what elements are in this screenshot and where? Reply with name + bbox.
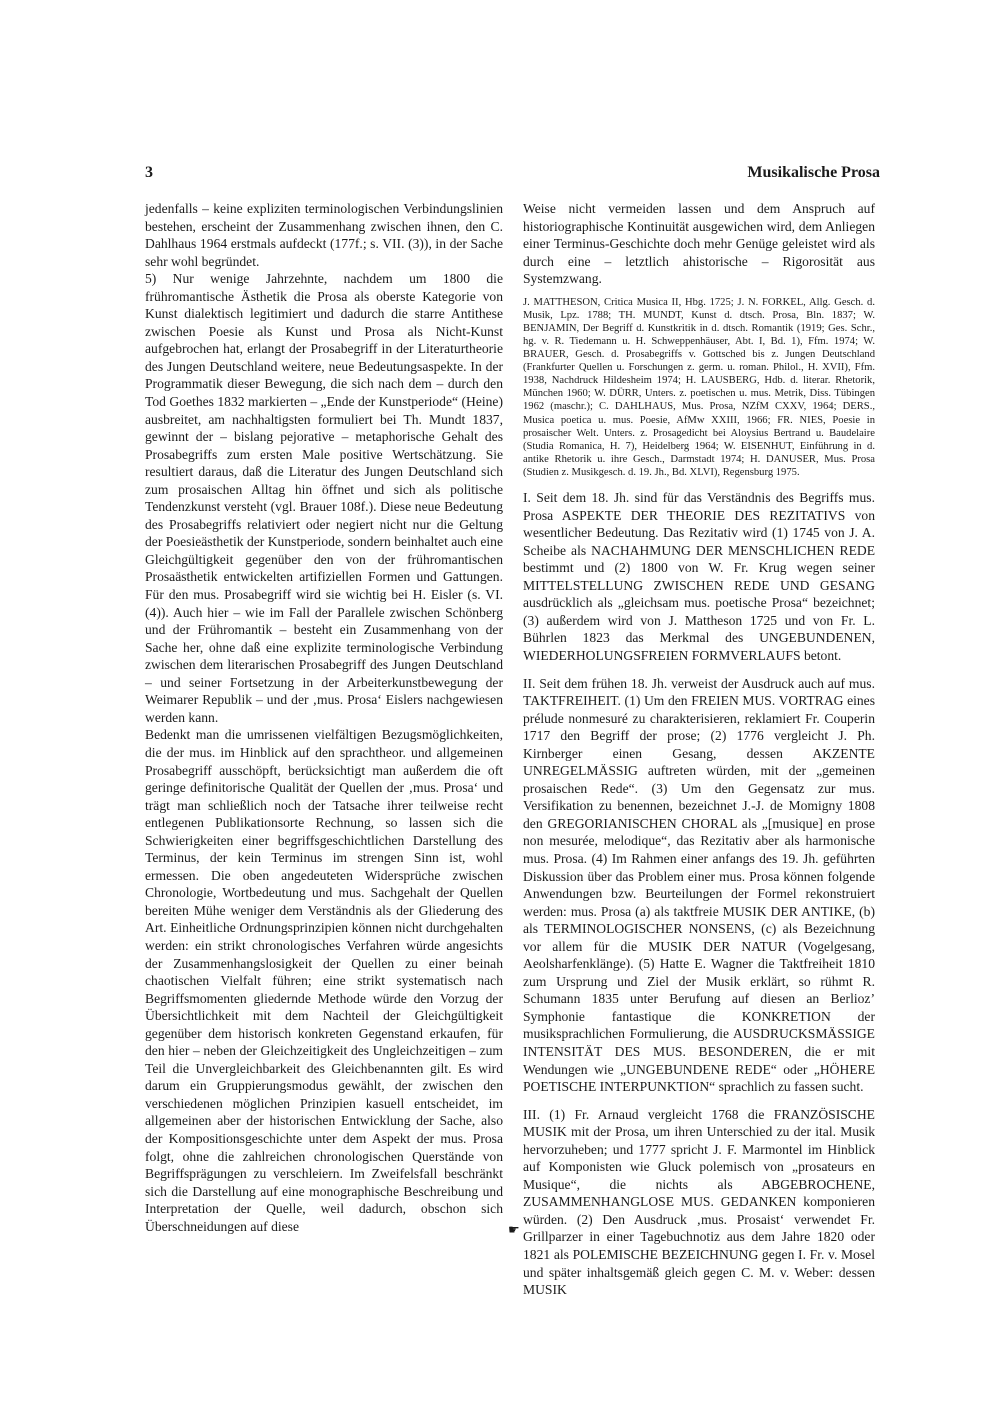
section-I: I. Seit dem 18. Jh. sind für das Verständnis des Begriffs mus. Prosa ASPEKTE DER THEORIE DES REZITATIVS von wesentlicher Bedeutung. Das Rezitativ wird (1) 1745 von J. A. Scheibe als NACHAHMUNG DER MENSCHLICHEN REDE bestimmt und (2) 1800 von W. Fr. Krug wegen seiner MITTELSTELLUNG ZWISCHEN REDE UND GESANG ausdrücklich als „gleichsam mus. poetische Prosa“ bezeichnet; (3) außerdem wird von J. Mattheson 1725 und von Fr. L. Bührlen 1823 das Merkmal des UNGEBUNDENEN, WIEDERHOLUNGSFREIEN FORMVERLAUFS betont. [523, 490, 875, 663]
running-head: Musikalische Prosa [747, 164, 880, 181]
right-column [523, 200, 875, 1299]
bibliography: J. MATTHESON, Critica Musica II, Hbg. 1725; J. N. FORKEL, Allg. Gesch. d. Musik, Lpz. 1788; TH. MUNDT, Kunst d. dtsch. Prosa, Bln. 1837; W. BENJAMIN, Der Begriff d. Kunstkritik in d. dtsch. Romantik (1919; Ges. Schr., hg. v. R. Tiedemann u. H. Schweppenhäuser, Abt. I, Bd. 1), Ffm. 1974; W. BRAUER, Gesch. d. Prosabegriffs v. Gottsched bis z. Jungen Deutschland (Frankfurter Quellen u. Forschungen z. germ. u. roman. Philol., H. XVII), Ffm. 1938, Nachdruck Hildesheim 1974; H. LAUSBERG, Hdb. d. literar. Rhetorik, München 1960; W. DÜRR, Unters. z. poetischen u. mus. Metrik, Diss. Tübingen 1962 (maschr.); C. DAHLHAUS, Mus. Prosa, NZfM CXXV, 1964; DERS., Musica poetica u. mus. Poesie, AfMw XXIII, 1966; FR. NIES, Poesie in prosaischer Welt. Unters. z. Prosagedicht bei Aloysius Bertrand u. Baudelaire (Studia Romanica, H. 7), Heidelberg 1964; W. EISENHUT, Einführung in d. antike Rhetorik u. ihre Gesch., Darmstadt 1974; H. DANUSER, Mus. Prosa (Studien z. Musikgesch. d. 19. Jh., Bd. XLVI), Regensburg 1975. [523, 296, 875, 478]
paragraph-continuation: Weise nicht vermeiden lassen und dem Anspruch auf historiographische Kontinuität ausgewichen wird, dem Anliegen einer Terminus-Geschichte doch mehr Genüge geleistet wird als durch eine – letztlich ahistorische – Rigorosität aus Systemzwang. [523, 201, 875, 287]
paragraph-method: Bedenkt man die umrissenen vielfältigen Bezugsmöglichkeiten, die der mus. im Hinblick auf den sprachtheor. und allgemeinen Prosabegriff ausschöpft, berücksichtigt man außerdem die oft geringe definitorische Qualität der Quellen der ‚mus. Prosa‘ und trägt man schließlich noch der Tatsache ihrer teilweise recht entlegenen Publikationsorte Rechnung, so lassen sich die Schwierigkeiten einer begriffsgeschichtlichen Darstellung des Terminus, der kein Terminus im strengen Sinn ist, wohl ermessen. Die oben angedeuteten Widersprüche zwischen Chronologie, Wortbedeutung und mus. Sachgehalt der Quellen bereiten Mühe weniger dem Verständnis als der Gliederung des Art. Einheitliche Ordnungsprinzipien können nicht durchgehalten werden: ein strikt chronologisches Verfahren würde angesichts der Zusammenhangslosigkeit der Quellen zu einer beinah chaotischen Vielfalt führen; eine strikt systematisch nach Begriffsmomenten gliedernde Methode würde den Vorzug der Übersichtlichkeit mit dem Nachteil der Gleichgültigkeit gegenüber dem historisch konkreten Gegenstand erkaufen, für den hier – neben der Gleichzeitigkeit des Ungleichzeitigen – zum Teil die Unvergleichbarkeit des Gleichbenannten gilt. Es wird darum ein Gruppierungsmodus gewählt, der zwischen den verschiedenen möglichen Prinzipien kasuell entscheidet, im allgemeinen aber der historischen Entwicklung der Sache, also der Kompositionsgeschichte unter dem Aspekt der mus. Prosa folgt, ohne die zahlreichen chronologischen Querstände von Begriffsprägungen zu verschleiern. Im Zweifelsfall beschränkt sich die Darstellung auf eine monographische Beschreibung und Interpretation der Quelle, weil dadurch, obschon sich Überschneidungen auf diese [145, 727, 503, 1234]
section-III: III. (1) Fr. Arnaud vergleicht 1768 die FRANZÖSISCHE MUSIK mit der Prosa, um ihren Unterschied zu der ital. Musik hervorzuheben; und 1777 spricht J. F. Marmontel im Hinblick auf Komponisten wie Gluck polemisch von „prosateurs en Musique“, die nichts als ABGEBROCHENE, ZUSAMMENHANGLOSE MUS. GEDANKEN komponieren würden. (2) Den Ausdruck ‚mus. Prosaist‘ verwendet Fr. Grillparzer in einer Tagebuchnotiz aus dem Jahre 1820 oder 1821 als POLEMISCHE BEZEICHNUNG gegen I. Fr. v. Mosel und später inhaltsgemäß gleich gegen C. M. v. Weber: dessen MUSIK [523, 1106, 875, 1298]
continue-mark-icon: ☛ [508, 1222, 520, 1237]
page-number: 3 [145, 164, 153, 181]
left-column [145, 200, 503, 1235]
paragraph-intro: jedenfalls – keine expliziten terminologischen Verbindungslinien bestehen, erscheint der Zusammenhang zwischen ihnen, den C. Dahlhaus 1964 erstmals aufdeckt (177f.; s. VII. (3)), in der Sache sehr wohl begründet. [145, 201, 503, 269]
paragraph-5: 5) Nur wenige Jahrzehnte, nachdem um 1800 die frühromantische Ästhetik die Prosa als oberste Kategorie von Kunst dialektisch legitimiert und dadurch die starre Antithese zwischen Poesie als Kunst und Prosa als Nicht-Kunst aufgebrochen hat, erlangt der Prosabegriff in der Literaturtheorie des Jungen Deutschland weitere, neue Bedeutungsaspekte. In der Programmatik dieser Bewegung, die sich nach dem – durch den Tod Goethes 1832 markierten – „Ende der Kunstperiode“ (Heine) ausbreitet, am nachhaltigsten formuliert bei Th. Mundt 1837, gewinnt der – bislang pejorative – metaphorische Gehalt des Prosabegriffs zum ersten Male positive Wertschätzung. Sie resultiert daraus, daß die Literatur des Jungen Deutschland sich zum prosaischen Alltag hin öffnet und sich als politische Tendenzkunst versteht (vgl. Brauer 108f.). Diese neue Bedeutung des Prosabegriffs relativiert oder negiert nicht nur die Geltung der Poesieästhetik der Kunstperiode, sondern beinhaltet auch eine Gleichgültigkeit gegenüber den von der frühromantischen Prosaästhetik entwickelten artifiziellen Formen und Gattungen. Für den mus. Prosabegriff wird sie wichtig bei H. Eisler (s. VI. (4)). Auch hier – wie im Fall der Parallele zwischen Schönberg und der Frühromantik – besteht ein Zusammenhang von der Sache her, ohne daß eine explizite terminologische Verbindung zwischen dem literarischen Prosabegriff des Jungen Deutschland – und seiner Fortsetzung in der Arbeiterkunstbewegung der Weimarer Republik – und der ‚mus. Prosa‘ Eislers nachgewiesen werden kann. [145, 271, 503, 725]
section-II: II. Seit dem frühen 18. Jh. verweist der Ausdruck auch auf mus. TAKTFREIHEIT. (1) Um den FREIEN MUS. VORTRAG eines prélude nonmesuré zu charakterisieren, reklamiert Fr. Couperin 1717 den Begriff der prose; (2) 1776 vergleicht J. Ph. Kirnberger einen Gesang, dessen AKZENTE UNREGELMÄSSIG auftreten würden, mit der „gemeinen prosaischen Rede“. (3) Um den Gegensatz zur mus. Versifikation zu benennen, bezeichnet J.-J. de Momigny 1808 den GREGORIANISCHEN CHORAL als „[musique] en prose non mesurée, melodique“, das Rezitativ aber als harmonische mus. Prosa. (4) Im Rahmen einer anfangs des 19. Jh. geführten Diskussion über das Problem einer mus. Prosa können folgende Anwendungen bzw. Beurteilungen der Formel rekonstruiert werden: mus. Prosa (a) als taktfreie MUSIK DER ANTIKE, (b) als TERMINOLOGISCHER NONSENS, (c) als Bezeichnung vor allem für die MUSIK DER NATUR (Vogelgesang, Aeolsharfenklänge). (5) Hatte E. Wagner die Taktfreiheit 1810 zum Ursprung und Ziel der Musik erklärt, so rühmt R. Schumann 1835 unter Berufung auf diesen an Berlioz’ Symphonie fantastique die KONKRETION der musiksprachlichen Formulierung, die AUSDRUCKSMÄSSIGE INTENSITÄT DES MUS. BESONDEREN, die er mit Wendungen wie „UNGEBUNDENE REDE“ oder „HÖHERE POETISCHE INTERPUNKTION“ sprachlich zu fassen sucht. [523, 675, 875, 1095]
